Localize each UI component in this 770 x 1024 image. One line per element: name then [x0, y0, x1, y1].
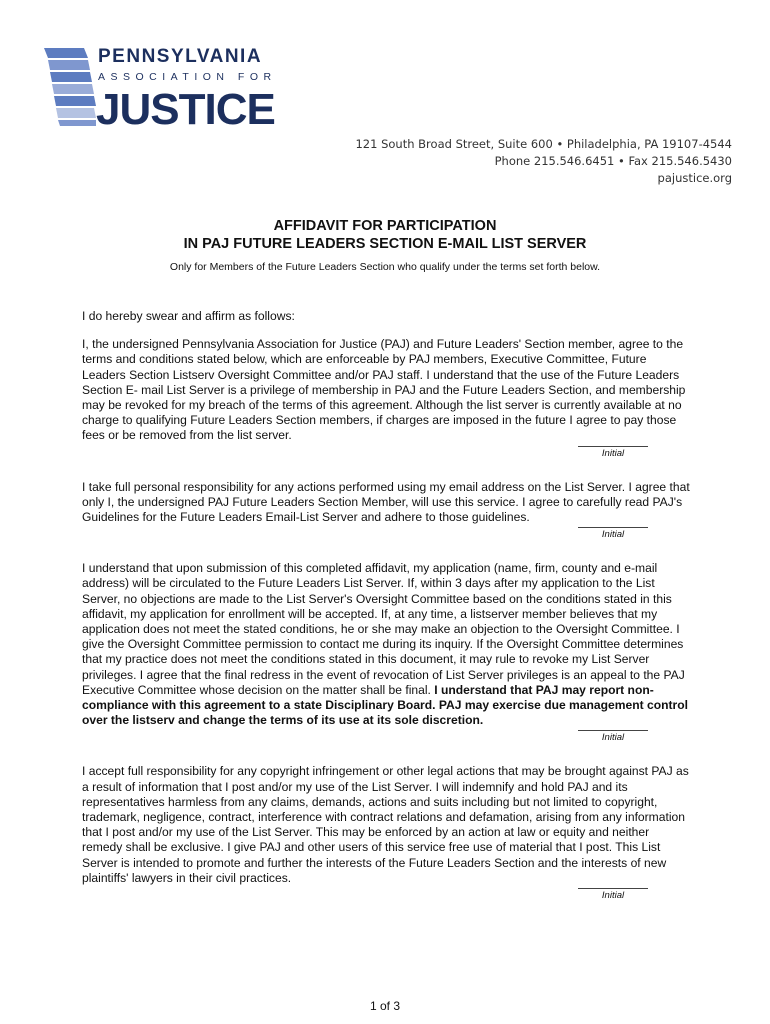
- document-subtitle: Only for Members of the Future Leaders Section who qualify under the terms set forth below.: [169, 261, 601, 273]
- paragraph-2: I take full personal responsibility for any actions performed using my email address on the List Server. I agree that only I, the undersigned PAJ Future Leaders Section Member, will use this service. I agree to carefully read PAJ's Guidelines for the Future Leaders Email-List Server and adhere to those guidelines.: [82, 479, 690, 525]
- phone-fax: Phone 215.546.6451 • Fax 215.546.5430: [494, 154, 732, 168]
- paragraph-4: I accept full responsibility for any copyright infringement or other legal actions that may be brought against PAJ as a result of information that I post and/or my use of the List Server. I will indemnify and hold PAJ and its representatives harmless from any claims, demands, actions and suits including but not limited to copyright, trademark, negligence, contract, interference with contract relations and defamation, arising from any information that I post and/or my use of the List Server. This may be enforced by an action at law or equity and neither remedy shall be exclusive. I give PAJ and other users of this service free use of material that I post. This List Server is intended to promote and further the interests of the Future Leaders Section and the interests of new plaintiffs' lawyers in their civil practices.: [82, 764, 689, 885]
- letterhead-address-block: [355, 136, 732, 187]
- paragraph-3: [82, 561, 690, 728]
- document-title-line1: AFFIDAVIT FOR PARTICIPATION: [273, 218, 497, 234]
- initial-line[interactable]: Initial: [578, 446, 648, 460]
- document-title-block: [0, 217, 770, 273]
- stripe-flag-icon: [44, 48, 96, 126]
- initial-line[interactable]: Initial: [578, 730, 648, 744]
- paragraph-3-bold-text: I understand that PAJ may report non-compliance with this agreement to a state Disciplinary Board. PAJ may exercise due management control over the listserv and change the terms of its use at its sole discretion.: [82, 682, 688, 728]
- initial-line[interactable]: Initial: [578, 888, 648, 902]
- document-title-line2: IN PAJ FUTURE LEADERS SECTION E-MAIL LIST SERVER: [183, 236, 587, 252]
- affidavit-body: [82, 309, 690, 902]
- street-address: 121 South Broad Street, Suite 600 • Philadelphia, PA 19107-4544: [355, 137, 732, 151]
- paragraph-3-text: I understand that upon submission of this completed affidavit, my application (name, firm, county and e-mail address) will be circulated to the Future Leaders List Server. If, within 3 days after my application to the List Server, no objections are made to the List Server's Oversight Committee based on the conditions stated in this affidavit, my application for enrollment will be accepted. If, at any time, a listserver member believes that my application does not meet the stated conditions, he or she may make an objection to the Oversight Committee. I give the Oversight Committee permission to contact me during its inquiry. If the Oversight Committee determines that my practice does not meet the conditions stated in this document, it may rule to revoke my List Server privileges. I agree that the final redress in the event of revocation of List Server privileges is an appeal to the PAJ Executive Committee whose decision on the matter shall be final.: [82, 561, 685, 697]
- paragraph-1: I, the undersigned Pennsylvania Association for Justice (PAJ) and Future Leaders' Section member, agree to the terms and conditions stated below, which are enforceable by PAJ members, Executive Committee, Future Leaders Section Listserv Oversight Committee and/or PAJ staff. I understand that the use of the Future Leaders Section E- mail List Server is a privilege of membership in PAJ and the Future Leaders Section, and membership may be revoked for my breach of the terms of this agreement. Although the list server is currently available at no charge to qualifying Future Leaders Section members, if charges are imposed in the future I agree to pay those fees or be removed from the list server.: [82, 337, 686, 443]
- svg-text:PENNSYLVANIA: PENNSYLVANIA: [98, 46, 263, 67]
- website: pajustice.org: [657, 171, 732, 185]
- paj-logo: [40, 40, 280, 130]
- svg-text:JUSTICE: JUSTICE: [96, 85, 275, 130]
- svg-text:ASSOCIATION FOR: ASSOCIATION FOR: [98, 71, 277, 83]
- initial-line[interactable]: Initial: [578, 527, 648, 541]
- intro-statement: I do hereby swear and affirm as follows:: [82, 309, 295, 323]
- page-number: 1 of 3: [369, 999, 401, 1013]
